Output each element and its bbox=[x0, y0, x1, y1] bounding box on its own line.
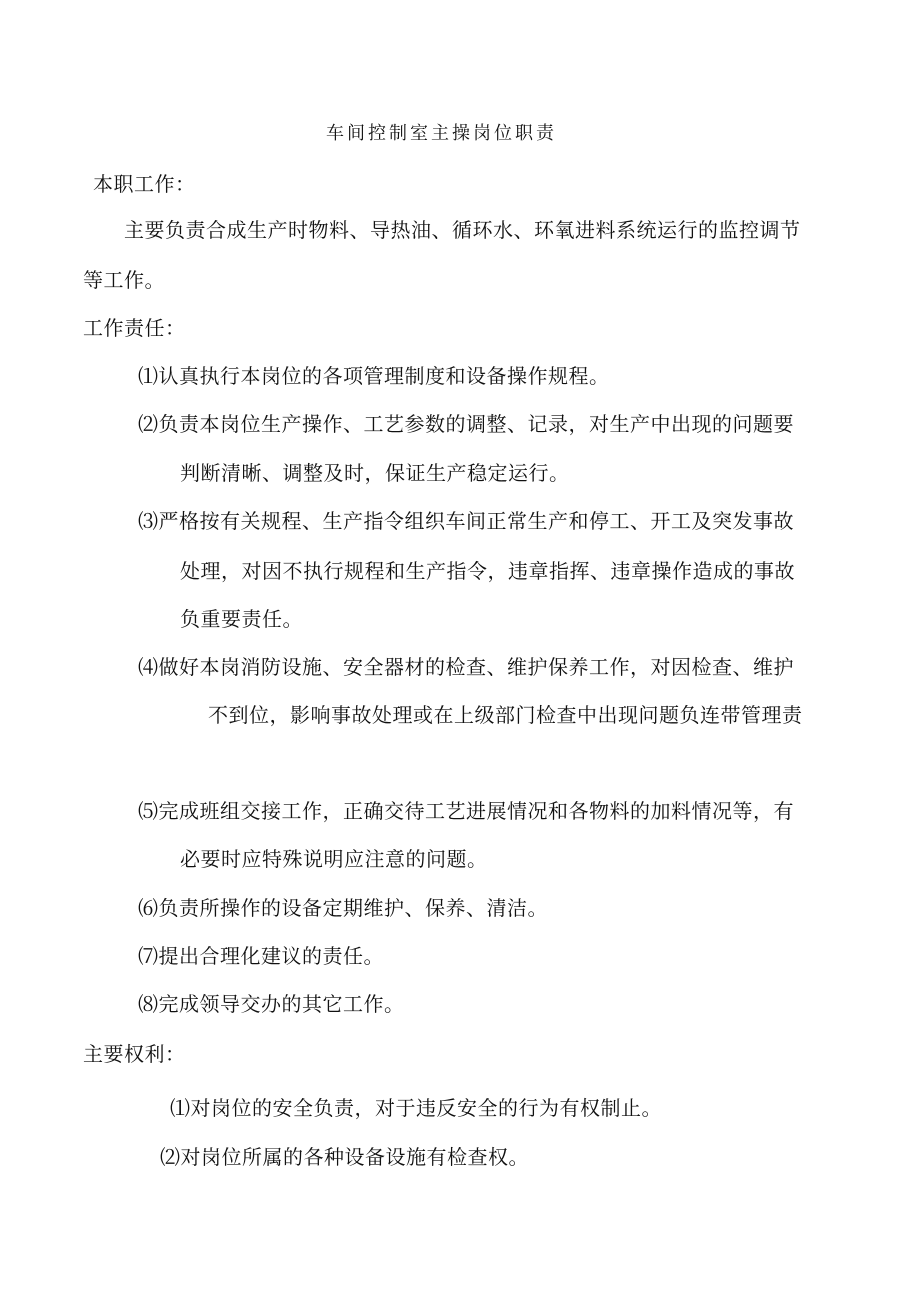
duties-paragraph-line2: 等工作。 bbox=[83, 268, 165, 292]
section-heading-responsibilities: 工作责任： bbox=[83, 316, 186, 340]
responsibility-item-2-line1: ⑵负责本岗位生产操作、工艺参数的调整、记录，对生产中出现的问题要 bbox=[138, 412, 794, 436]
responsibility-item-2-line2: 判断清晰、调整及时，保证生产稳定运行。 bbox=[180, 461, 570, 485]
responsibility-item-3-line1: ⑶严格按有关规程、生产指令组织车间正常生产和停工、开工及突发事故 bbox=[138, 509, 794, 533]
responsibility-item-6: ⑹负责所操作的设备定期维护、保养、清洁。 bbox=[138, 896, 548, 920]
rights-item-1: ⑴对岗位的安全负责，对于违反安全的行为有权制止。 bbox=[170, 1096, 662, 1120]
responsibility-item-5-line2: 必要时应特殊说明应注意的问题。 bbox=[180, 847, 488, 871]
section-heading-rights: 主要权利： bbox=[83, 1042, 186, 1066]
section-heading-duties: 本职工作： bbox=[93, 172, 196, 196]
duties-paragraph-line1: 主要负责合成生产时物料、导热油、循环水、环氧进料系统运行的监控调节 bbox=[124, 218, 801, 242]
responsibility-item-1: ⑴认真执行本岗位的各项管理制度和设备操作规程。 bbox=[138, 364, 610, 388]
responsibility-item-3-line3: 负重要责任。 bbox=[180, 607, 303, 631]
document-title: 车间控制室主操岗位职责 bbox=[326, 123, 557, 144]
rights-item-2: ⑵对岗位所属的各种设备设施有检查权。 bbox=[160, 1145, 529, 1169]
responsibility-item-5-line1: ⑸完成班组交接工作，正确交待工艺进展情况和各物料的加料情况等，有 bbox=[138, 799, 794, 823]
responsibility-item-7: ⑺提出合理化建议的责任。 bbox=[138, 944, 384, 968]
responsibility-item-3-line2: 处理，对因不执行规程和生产指令，违章指挥、违章操作造成的事故 bbox=[180, 559, 795, 583]
responsibility-item-8: ⑻完成领导交办的其它工作。 bbox=[138, 992, 405, 1016]
responsibility-item-4-line2: 不到位，影响事故处理或在上级部门检查中出现问题负连带管理责 bbox=[208, 703, 803, 727]
responsibility-item-4-line1: ⑷做好本岗消防设施、安全器材的检查、维护保养工作，对因检查、维护 bbox=[138, 655, 794, 679]
